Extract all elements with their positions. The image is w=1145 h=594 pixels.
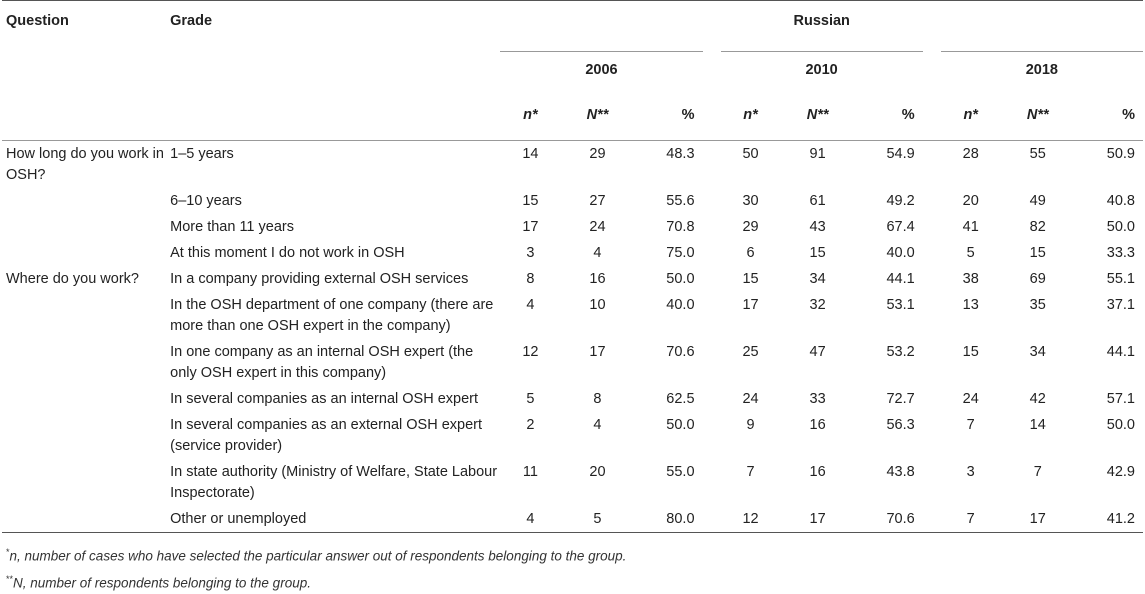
value-pct-cell: 50.0 xyxy=(634,412,702,459)
value-pct-cell: 49.2 xyxy=(855,188,923,214)
value-pct-cell: 50.0 xyxy=(1075,412,1143,459)
gap-cell xyxy=(703,240,721,266)
value-N-cell: 7 xyxy=(1001,459,1075,506)
value-n-cell: 4 xyxy=(500,292,560,339)
table-row xyxy=(2,240,1143,266)
value-n-cell: 15 xyxy=(721,266,781,292)
value-N-cell: 8 xyxy=(560,386,634,412)
footnote-2-text: N, number of respondents belonging to the group. xyxy=(13,575,311,590)
gap-cell xyxy=(703,386,721,412)
value-pct-cell: 70.6 xyxy=(634,339,702,386)
value-pct-cell: 56.3 xyxy=(855,412,923,459)
value-n-cell: 8 xyxy=(500,266,560,292)
gap-cell xyxy=(923,339,941,386)
grade-cell: Other or unemployed xyxy=(170,506,500,533)
value-n-cell: 15 xyxy=(500,188,560,214)
value-N-cell: 55 xyxy=(1001,141,1075,188)
grade-cell: 1–5 years xyxy=(170,141,500,188)
subheader-pct: % xyxy=(855,97,923,141)
value-N-cell: 27 xyxy=(560,188,634,214)
value-N-cell: 17 xyxy=(560,339,634,386)
subheader-pct: % xyxy=(634,97,702,141)
value-n-cell: 15 xyxy=(941,339,1001,386)
table-row xyxy=(2,214,1143,240)
header-group: Russian xyxy=(500,0,1143,51)
value-N-cell: 16 xyxy=(781,459,855,506)
gap-cell xyxy=(923,412,941,459)
value-n-cell: 24 xyxy=(941,386,1001,412)
footnote-1-text: n, number of cases who have selected the particular answer out of respondents belonging to the group. xyxy=(10,549,627,564)
gap-cell xyxy=(703,412,721,459)
footnote-1 xyxy=(6,541,1145,568)
value-pct-cell: 40.0 xyxy=(855,240,923,266)
header-year-2018: 2018 xyxy=(941,51,1143,97)
value-pct-cell: 70.6 xyxy=(855,506,923,533)
grade-cell: In a company providing external OSH services xyxy=(170,266,500,292)
value-n-cell: 13 xyxy=(941,292,1001,339)
gap-cell xyxy=(923,266,941,292)
table-row xyxy=(2,506,1143,533)
table-row xyxy=(2,141,1143,188)
subheader-n: n* xyxy=(500,97,560,141)
question-cell xyxy=(2,240,170,266)
gap-cell xyxy=(703,292,721,339)
value-n-cell: 5 xyxy=(500,386,560,412)
value-N-cell: 15 xyxy=(1001,240,1075,266)
header-question: Question xyxy=(2,0,170,51)
value-n-cell: 3 xyxy=(941,459,1001,506)
value-N-cell: 14 xyxy=(1001,412,1075,459)
value-n-cell: 7 xyxy=(941,506,1001,533)
grade-cell: In several companies as an external OSH expert (service provider) xyxy=(170,412,500,459)
value-N-cell: 4 xyxy=(560,240,634,266)
footnote-2-mark: ** xyxy=(6,574,13,584)
subheader-pct: % xyxy=(1075,97,1143,141)
value-n-cell: 29 xyxy=(721,214,781,240)
value-N-cell: 34 xyxy=(781,266,855,292)
grade-cell: More than 11 years xyxy=(170,214,500,240)
question-cell xyxy=(2,412,170,459)
value-n-cell: 3 xyxy=(500,240,560,266)
value-n-cell: 6 xyxy=(721,240,781,266)
value-pct-cell: 50.9 xyxy=(1075,141,1143,188)
table-row xyxy=(2,339,1143,386)
value-N-cell: 42 xyxy=(1001,386,1075,412)
value-N-cell: 4 xyxy=(560,412,634,459)
value-pct-cell: 57.1 xyxy=(1075,386,1143,412)
value-n-cell: 28 xyxy=(941,141,1001,188)
value-n-cell: 17 xyxy=(500,214,560,240)
gap-cell xyxy=(703,266,721,292)
grade-cell: 6–10 years xyxy=(170,188,500,214)
question-cell xyxy=(2,386,170,412)
value-pct-cell: 44.1 xyxy=(1075,339,1143,386)
header-year-2006: 2006 xyxy=(500,51,702,97)
value-pct-cell: 40.8 xyxy=(1075,188,1143,214)
value-pct-cell: 37.1 xyxy=(1075,292,1143,339)
gap-cell xyxy=(703,188,721,214)
value-pct-cell: 33.3 xyxy=(1075,240,1143,266)
gap-cell xyxy=(923,386,941,412)
header-year-2010: 2010 xyxy=(721,51,923,97)
value-N-cell: 17 xyxy=(1001,506,1075,533)
question-cell xyxy=(2,459,170,506)
value-N-cell: 16 xyxy=(781,412,855,459)
value-N-cell: 33 xyxy=(781,386,855,412)
value-N-cell: 17 xyxy=(781,506,855,533)
value-n-cell: 7 xyxy=(721,459,781,506)
value-N-cell: 43 xyxy=(781,214,855,240)
value-n-cell: 41 xyxy=(941,214,1001,240)
value-pct-cell: 62.5 xyxy=(634,386,702,412)
question-cell: How long do you work in OSH? xyxy=(2,141,170,188)
value-pct-cell: 42.9 xyxy=(1075,459,1143,506)
value-pct-cell: 48.3 xyxy=(634,141,702,188)
gap-cell xyxy=(923,292,941,339)
question-cell xyxy=(2,214,170,240)
question-cell: Where do you work? xyxy=(2,266,170,292)
value-N-cell: 29 xyxy=(560,141,634,188)
value-n-cell: 20 xyxy=(941,188,1001,214)
value-pct-cell: 50.0 xyxy=(634,266,702,292)
value-N-cell: 10 xyxy=(560,292,634,339)
question-cell xyxy=(2,506,170,533)
value-pct-cell: 44.1 xyxy=(855,266,923,292)
gap-cell xyxy=(923,188,941,214)
subheader-N: N** xyxy=(560,97,634,141)
table-row xyxy=(2,188,1143,214)
gap-cell xyxy=(703,339,721,386)
value-N-cell: 35 xyxy=(1001,292,1075,339)
footnote-2 xyxy=(6,568,1145,594)
data-table xyxy=(2,0,1143,533)
value-n-cell: 9 xyxy=(721,412,781,459)
gap-cell xyxy=(923,459,941,506)
table-body xyxy=(2,141,1143,533)
value-pct-cell: 40.0 xyxy=(634,292,702,339)
gap-cell xyxy=(923,214,941,240)
footnotes xyxy=(6,541,1145,594)
table-row xyxy=(2,459,1143,506)
gap-cell xyxy=(923,240,941,266)
value-N-cell: 16 xyxy=(560,266,634,292)
value-N-cell: 24 xyxy=(560,214,634,240)
table-row xyxy=(2,292,1143,339)
value-n-cell: 30 xyxy=(721,188,781,214)
value-N-cell: 69 xyxy=(1001,266,1075,292)
value-n-cell: 4 xyxy=(500,506,560,533)
value-N-cell: 47 xyxy=(781,339,855,386)
value-N-cell: 15 xyxy=(781,240,855,266)
value-n-cell: 14 xyxy=(500,141,560,188)
gap-cell xyxy=(703,506,721,533)
value-pct-cell: 55.0 xyxy=(634,459,702,506)
question-cell xyxy=(2,339,170,386)
value-N-cell: 5 xyxy=(560,506,634,533)
value-N-cell: 20 xyxy=(560,459,634,506)
table-row xyxy=(2,266,1143,292)
subheader-N: N** xyxy=(781,97,855,141)
grade-cell: In several companies as an internal OSH expert xyxy=(170,386,500,412)
gap-cell xyxy=(703,141,721,188)
question-cell xyxy=(2,292,170,339)
gap-cell xyxy=(923,141,941,188)
value-pct-cell: 53.2 xyxy=(855,339,923,386)
value-N-cell: 91 xyxy=(781,141,855,188)
gap-cell xyxy=(703,459,721,506)
value-N-cell: 49 xyxy=(1001,188,1075,214)
value-n-cell: 7 xyxy=(941,412,1001,459)
value-pct-cell: 75.0 xyxy=(634,240,702,266)
value-pct-cell: 43.8 xyxy=(855,459,923,506)
value-N-cell: 32 xyxy=(781,292,855,339)
value-n-cell: 12 xyxy=(500,339,560,386)
table-row xyxy=(2,386,1143,412)
value-N-cell: 82 xyxy=(1001,214,1075,240)
grade-cell: In the OSH department of one company (there are more than one OSH expert in the company) xyxy=(170,292,500,339)
value-pct-cell: 80.0 xyxy=(634,506,702,533)
value-pct-cell: 41.2 xyxy=(1075,506,1143,533)
footnote-1-mark: * xyxy=(6,547,10,557)
value-n-cell: 12 xyxy=(721,506,781,533)
gap-cell xyxy=(703,214,721,240)
value-pct-cell: 54.9 xyxy=(855,141,923,188)
table-row xyxy=(2,412,1143,459)
value-n-cell: 50 xyxy=(721,141,781,188)
grade-cell: In state authority (Ministry of Welfare, State Labour Inspectorate) xyxy=(170,459,500,506)
value-pct-cell: 72.7 xyxy=(855,386,923,412)
subheader-n: n* xyxy=(941,97,1001,141)
value-pct-cell: 55.1 xyxy=(1075,266,1143,292)
header-grade: Grade xyxy=(170,0,500,51)
value-n-cell: 24 xyxy=(721,386,781,412)
subheader-N: N** xyxy=(1001,97,1075,141)
value-pct-cell: 50.0 xyxy=(1075,214,1143,240)
value-pct-cell: 67.4 xyxy=(855,214,923,240)
value-pct-cell: 70.8 xyxy=(634,214,702,240)
value-N-cell: 34 xyxy=(1001,339,1075,386)
value-n-cell: 17 xyxy=(721,292,781,339)
value-n-cell: 38 xyxy=(941,266,1001,292)
value-n-cell: 2 xyxy=(500,412,560,459)
value-pct-cell: 53.1 xyxy=(855,292,923,339)
question-cell xyxy=(2,188,170,214)
subheader-n: n* xyxy=(721,97,781,141)
grade-cell: At this moment I do not work in OSH xyxy=(170,240,500,266)
value-n-cell: 25 xyxy=(721,339,781,386)
value-N-cell: 61 xyxy=(781,188,855,214)
table-header xyxy=(2,0,1143,141)
gap-cell xyxy=(923,506,941,533)
value-pct-cell: 55.6 xyxy=(634,188,702,214)
grade-cell: In one company as an internal OSH expert (the only OSH expert in this company) xyxy=(170,339,500,386)
value-n-cell: 5 xyxy=(941,240,1001,266)
value-n-cell: 11 xyxy=(500,459,560,506)
